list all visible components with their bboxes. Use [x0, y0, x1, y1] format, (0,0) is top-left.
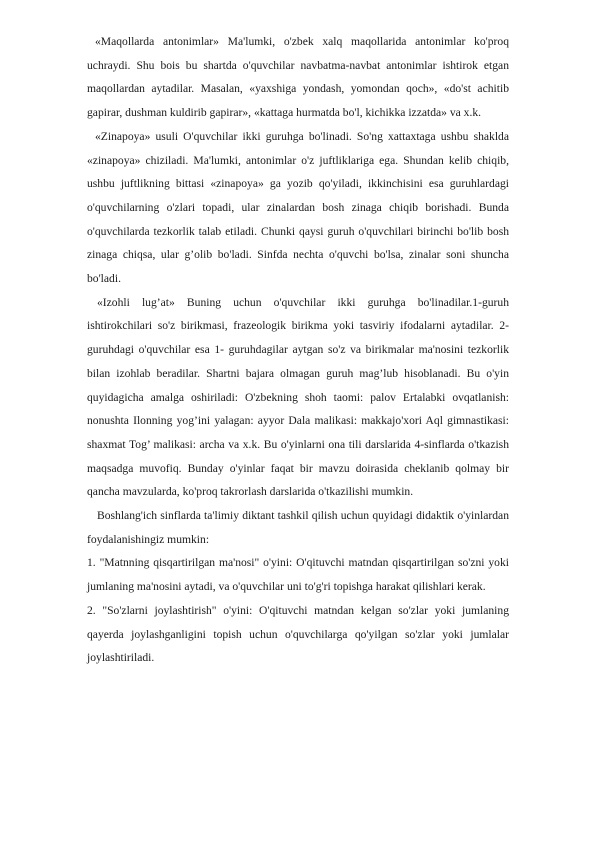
paragraph-zinapoya: «Zinapoya» usuli O'quvchilar ikki guruhga bo'linadi. So'ng xattaxtaga ushbu shaklda «zinapoya» chiziladi. Ma'lumki, antonimlar o'z juftliklariga ega. Shundan kelib chiqib, ushbu juftlikning bittasi «zinapoya» ga yozib qo'yiladi, ikkinchisini esa guruhlardagi o'quvchilarning o'zlari topadi, ular zinalardan bosh zinaga chiqib borishadi. Bunda o'quvchilarda tezkorlik talab etiladi. Chunki qaysi guruh o'quvchilari birinchi bo'lib bosh zinaga chiqsa, ular g’olib bo'ladi. Sinfda nechta o'quvchi bo'lsa, zinalar soni shuncha bo'ladi. — [87, 129, 509, 286]
list-item-1: 1. "Matnning qisqartirilgan ma'nosi" o'yini: O'qituvchi matndan qisqartirilgan so'zni yoki jumlaning ma'nosini aytadi, va o'quvchilar uni to'g'ri topishga harakat qilishlari kerak. — [87, 556, 509, 594]
paragraph-talimiy-diktant-intro: Boshlang'ich sinflarda ta'limiy diktant tashkil qilish uchun quyidagi didaktik o'yinlardan foydalanishingiz mumkin: — [87, 509, 509, 546]
paragraph-izohli-lugat: «Izohli lug’at» Buning uchun o'quvchilar ikki guruhga bo'linadilar.1-guruh ishtirokchilari so'z birikmasi, frazeologik birikma yoki tasviriy ifodalarni aytadilar. 2-guruhdagi o'quvchilar esa 1- guruhdagilar aytgan so'z va birikmalar ma'nosini tezkorlik bilan izohlab beradilar. Shartni bajara olmagan guruh mag’lub hisoblanadi. Bu o'yin quyidagicha amalga oshiriladi: O'zbekning shoh taomi: palov Ertalabki ovqatlanish: nonushta Ilonning yog’ini yalagan: ayyor Dala malikasi: makkajo'xori Aql gimnastikasi: shaxmat Tog’ malikasi: archa va x.k. Bu o'yinlarni ona tili darslarida 4-sinflarda o'tkazish maqsadga muvofiq. Bunday o'yinlar faqat bir mavzu doirasida cheklanib qolmay bir qancha mavzularda, ko'proq takrorlash darslarida o'tkazilishi mumkin. — [87, 295, 509, 499]
document-page — [87, 30, 509, 670]
list-item-2: 2. "So'zlarni joylashtirish" o'yini: O'qituvchi matndan kelgan so'zlar yoki jumlaning qayerda joylashganligini topish uchun o'quvchilarga qo'yilgan so'zlar yoki jumlalar joylashtiriladi. — [87, 603, 509, 665]
paragraph-maqollarda-antonimlar: «Maqollarda antonimlar» Ma'lumki, o'zbek xalq maqollarida antonimlar ko'proq uchraydi. Shu bois bu shartda o'quvchilar navbatma-navbat antonimlar ishtirok etgan maqollardan aytadilar. Masalan, «yaxshiga yondash, yomondan qoch», «do'st achitib gapirar, dushman kuldirib gapirar», «kattaga hurmatda bo'l, kichikka izzatda» va x.k. — [87, 35, 509, 120]
